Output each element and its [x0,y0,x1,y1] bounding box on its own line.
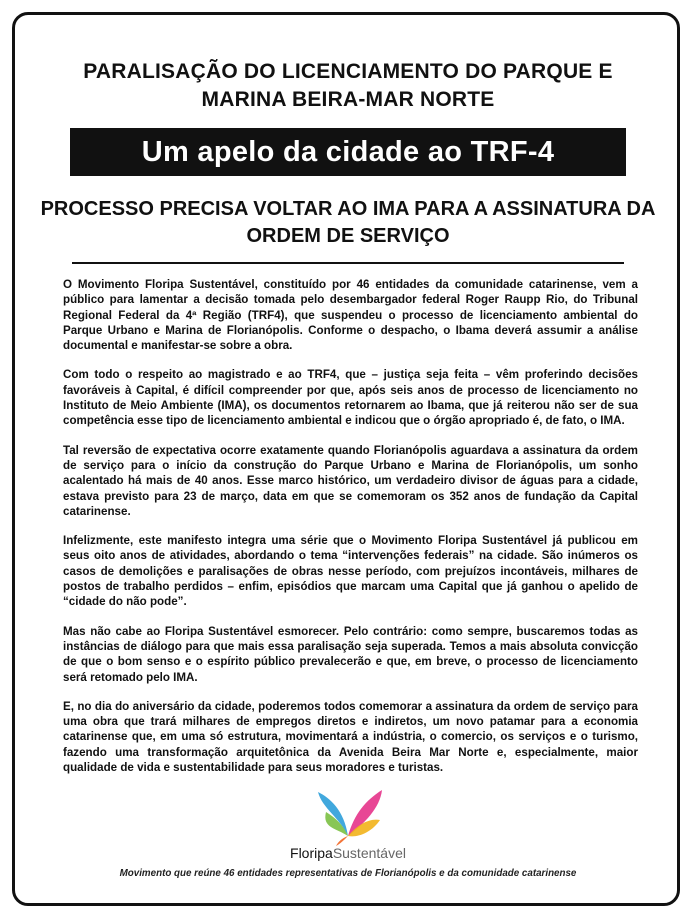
logo-name-part1: Floripa [290,845,333,861]
paragraph: Mas não cabe ao Floripa Sustentável esmorecer. Pelo contrário: como sempre, buscaremos todas as instâncias de diálogo para que mais essa paralisação seja superada. Temos a mais absoluta convicção de que o bom senso e o espírito público prevalecerão e que, em breve, o processo de licenciamento será retomado pelo IMA. [63,624,638,684]
headline: PARALISAÇÃO DO LICENCIAMENTO DO PARQUE E MARINA BEIRA-MAR NORTE [83,60,613,111]
logo-name-part2: Sustentável [332,845,406,861]
paragraph: Infelizmente, este manifesto integra uma série que o Movimento Floripa Sustentável já publicou em seus oito anos de atividades, abordando o tema “intervenções federais” na cidade. São inúmeros os casos de demolições e paralisações de obras nesse período, com prejuízos incontáveis, milhares de postos de trabalho perdidos – enfim, episódios que marcam uma Capital que já ganhou o apelido de “cidade do não pode”. [63,534,638,609]
paragraph: Tal reversão de expectativa ocorre exatamente quando Florianópolis aguardava a assinatura da ordem de serviço para o início da construção do Parque Urbano e Marina de Florianópolis, um sonho acalentado há mais de 40 anos. Esse marco histórico, um verdadeiro divisor de águas para a cidade, estava previsto para 23 de março, data em que se comemoram os 352 anos de fundação da Capital catarinense. [63,443,638,518]
divider [72,262,624,264]
butterfly-logo-icon [300,788,396,848]
tagline: Movimento que reúne 46 entidades representativas de Florianópolis e da comunidade catarinense [119,868,577,879]
logo-wordmark [0,844,696,862]
banner-title: Um apelo da cidade ao TRF-4 [70,128,626,176]
paragraph: O Movimento Floripa Sustentável, constituído por 46 entidades da comunidade catarinense, vem a público para lamentar a decisão tomada pelo desembargador federal Roger Raupp Rio, do Tribunal Regional Federal da 4ª Região (TRF4), que suspendeu o processo de licenciamento ambiental do Parque Urbano e Marina de Florianópolis. Conforme o despacho, o Ibama deverá assumir a análise documental e manifestar-se sobre a obra. [63,278,638,353]
body-text [63,277,638,789]
subheadline: PROCESSO PRECISA VOLTAR AO IMA PARA A ASSINATURA DA ORDEM DE SERVIÇO [40,198,656,247]
paragraph: Com todo o respeito ao magistrado e ao TRF4, que – justiça seja feita – vêm proferindo decisões favoráveis à Capital, é difícil compreender por que, após seis anos de processo de licenciamento no Instituto de Meio Ambiente (IMA), os documentos retornarem ao Ibama, que já reiterou não ser de sua competência esse tipo de licenciamento ambiental e indicou que o órgão apropriado é, de fato, o IMA. [63,368,638,428]
paragraph: E, no dia do aniversário da cidade, poderemos todos comemorar a assinatura da ordem de serviço para uma obra que trará milhares de empregos diretos e indiretos, um novo patamar para a economia catarinense que, em uma só estrutura, movimentará a indústria, o comercio, os serviços e o turismo, fazendo uma transformação arquitetônica da Avenida Beira Mar Norte e, especialmente, maior qualidade de vida e sustentabilidade para seus moradores e turistas. [63,699,638,775]
